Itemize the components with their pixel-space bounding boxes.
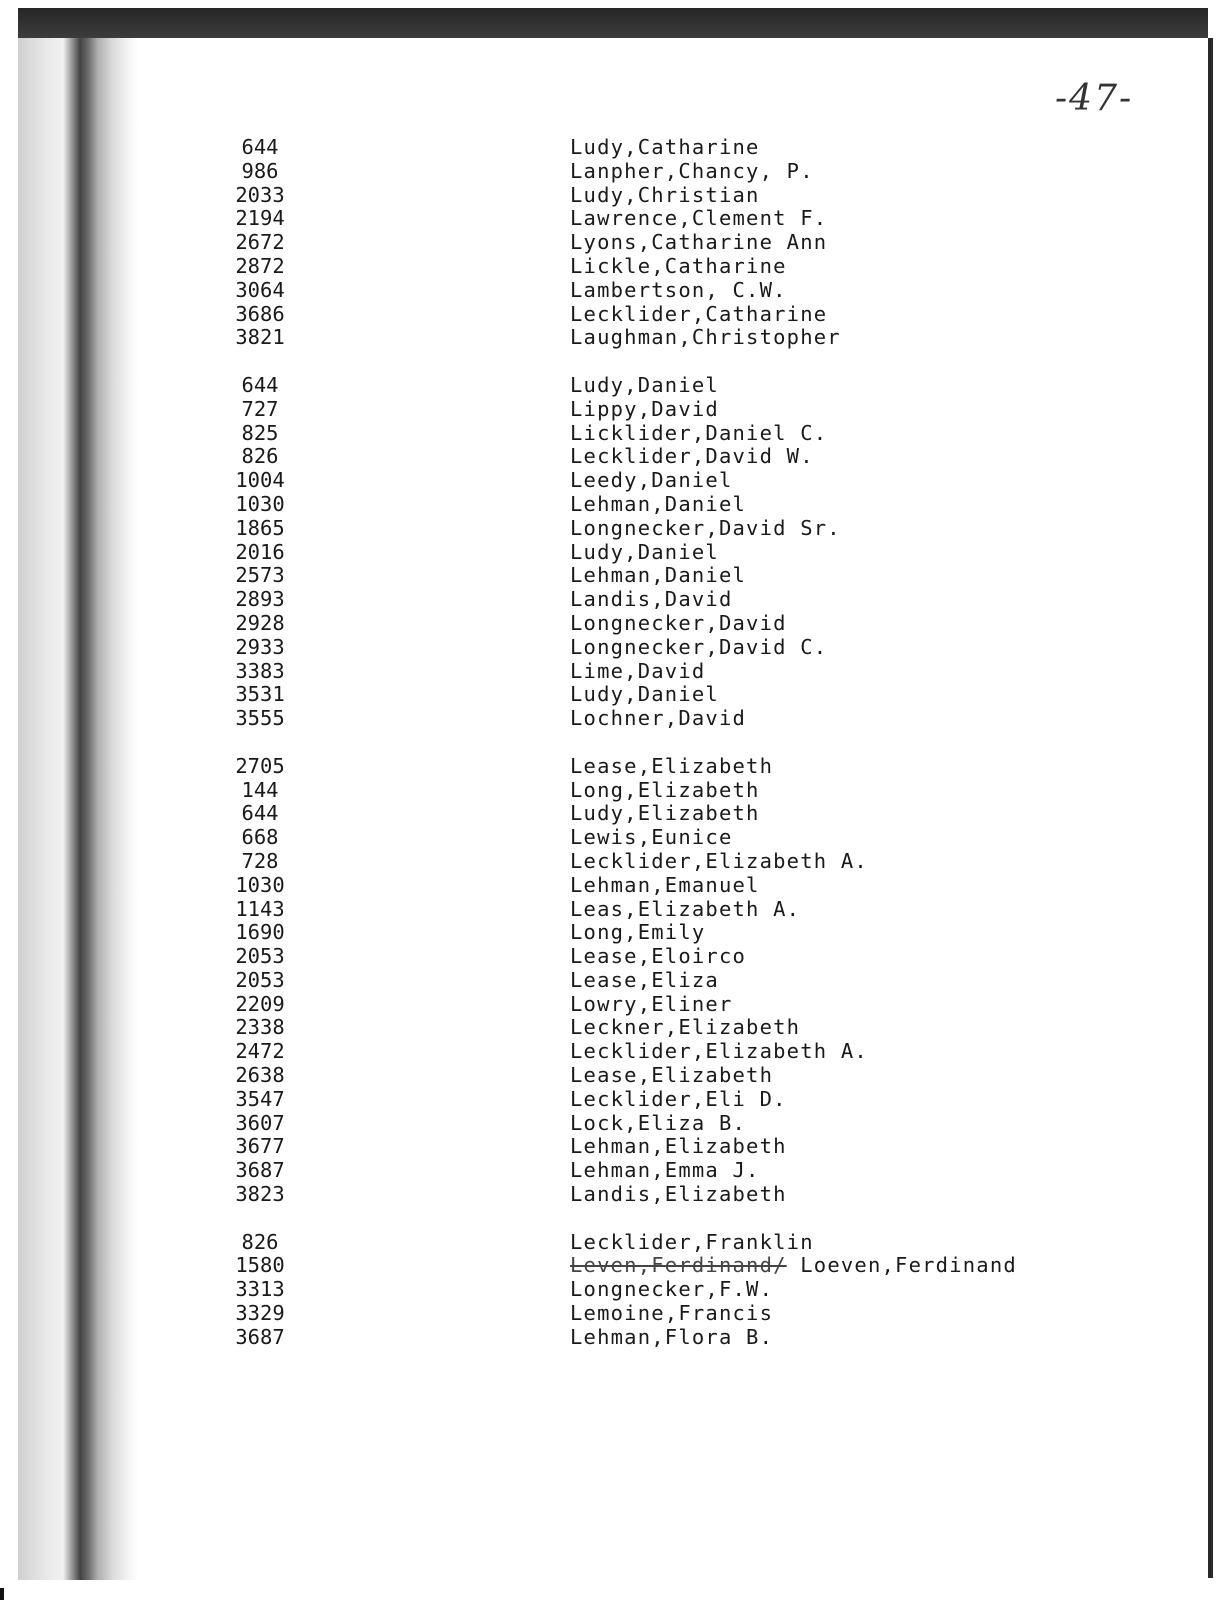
person-name-cell (570, 231, 827, 255)
person-name: Lanpher,Chancy, P. (570, 158, 814, 183)
person-name: Lecklider,David W. (570, 444, 814, 469)
index-row (215, 707, 1095, 731)
index-row (215, 1135, 1095, 1159)
person-name-cell (570, 802, 760, 826)
person-name: Lecklider,Catharine (570, 301, 828, 326)
person-name-cell (570, 255, 787, 279)
person-name-cell (570, 469, 733, 493)
index-row (215, 517, 1095, 541)
person-name: Lock,Eliza B. (570, 1110, 747, 1135)
record-number: 986 (241, 158, 279, 183)
record-number: 3313 (235, 1277, 285, 1302)
index-row (215, 588, 1095, 612)
person-name-cell (570, 945, 746, 969)
index-row (215, 1326, 1095, 1350)
index-row (215, 541, 1095, 565)
scan-bottom-edge (0, 1584, 1223, 1600)
record-number: 2872 (235, 253, 285, 278)
index-row (215, 826, 1095, 850)
name-index-list (215, 136, 1095, 1373)
person-name: Lickle,Catharine (570, 253, 787, 278)
index-row (215, 279, 1095, 303)
record-number: 2053 (235, 967, 285, 992)
record-number: 2893 (235, 587, 285, 612)
index-row (215, 445, 1095, 469)
person-name: Lemoine,Francis (570, 1301, 774, 1326)
person-name: Loeven,Ferdinand (800, 1253, 1017, 1278)
person-name-cell (570, 779, 760, 803)
record-number: 2033 (235, 182, 285, 207)
person-name-cell (570, 160, 814, 184)
person-name: Lippy,David (570, 396, 719, 421)
index-row (215, 969, 1095, 993)
record-number: 1030 (235, 491, 285, 516)
index-row (215, 136, 1095, 160)
person-name: Lehman,Daniel (570, 491, 747, 516)
page-number: -47- (1055, 78, 1134, 119)
index-row (215, 993, 1095, 1017)
index-row (215, 160, 1095, 184)
person-name: Lochner,David (570, 706, 747, 731)
record-number: 3686 (235, 301, 285, 326)
person-name: Longnecker,F.W. (570, 1277, 774, 1302)
index-row (215, 469, 1095, 493)
person-name: Ludy,Catharine (570, 135, 760, 159)
record-number: 3547 (235, 1086, 285, 1111)
index-row (215, 1278, 1095, 1302)
index-section (215, 136, 1095, 350)
person-name-cell (570, 1040, 868, 1064)
record-number: 2638 (235, 1063, 285, 1088)
person-name: Leedy,Daniel (570, 468, 733, 493)
index-section (215, 1231, 1095, 1350)
person-name-cell (570, 1254, 1017, 1278)
index-row (215, 255, 1095, 279)
index-row (215, 850, 1095, 874)
person-name: Lecklider,Eli D. (570, 1086, 787, 1111)
person-name: Lowry,Eliner (570, 991, 733, 1016)
person-name-cell (570, 850, 868, 874)
index-row (215, 493, 1095, 517)
record-number: 2194 (235, 206, 285, 231)
index-row (215, 683, 1095, 707)
record-number: 1690 (235, 920, 285, 945)
book-binding-shadow (18, 38, 138, 1580)
record-number: 728 (241, 848, 279, 873)
record-number: 3329 (235, 1301, 285, 1326)
index-row (215, 231, 1095, 255)
person-name: Lambertson, C.W. (570, 277, 787, 302)
person-name: Lecklider,Franklin (570, 1229, 814, 1254)
person-name-cell (570, 969, 719, 993)
person-name: Lehman,Emma J. (570, 1158, 760, 1183)
person-name: Ludy,Daniel (570, 372, 719, 397)
person-name-cell (570, 1183, 787, 1207)
record-number: 3687 (235, 1324, 285, 1349)
index-row (215, 612, 1095, 636)
index-row (215, 1112, 1095, 1136)
record-number: 3687 (235, 1158, 285, 1183)
scan-corner-mark (0, 1588, 4, 1600)
record-number: 727 (241, 396, 279, 421)
person-name-cell (570, 445, 814, 469)
index-row (215, 326, 1095, 350)
person-name: Laughman,Christopher (570, 325, 841, 350)
person-name-cell (570, 826, 733, 850)
record-number: 826 (241, 444, 279, 469)
record-number: 825 (241, 420, 279, 445)
record-number: 3821 (235, 325, 285, 350)
record-number: 2933 (235, 634, 285, 659)
person-name: Leas,Elizabeth A. (570, 896, 801, 921)
person-name: Lecklider,Elizabeth A. (570, 1039, 868, 1064)
person-name-cell (570, 660, 705, 684)
record-number: 2338 (235, 1015, 285, 1040)
scan-right-edge (1208, 38, 1213, 1578)
record-number: 644 (241, 372, 279, 397)
person-name-cell (570, 683, 719, 707)
record-number: 1030 (235, 872, 285, 897)
record-number: 2053 (235, 944, 285, 969)
person-name: Ludy,Daniel (570, 682, 719, 707)
record-number: 2209 (235, 991, 285, 1016)
index-row (215, 564, 1095, 588)
person-name-cell (570, 1326, 773, 1350)
record-number: 826 (241, 1229, 279, 1254)
person-name-cell (570, 921, 705, 945)
person-name-cell (570, 493, 746, 517)
person-name-cell (570, 184, 760, 208)
record-number: 2573 (235, 563, 285, 588)
person-name: Lehman,Daniel (570, 563, 747, 588)
person-name-cell (570, 1112, 746, 1136)
record-number: 668 (241, 825, 279, 850)
index-row (215, 374, 1095, 398)
index-row (215, 1159, 1095, 1183)
record-number: 1580 (235, 1253, 285, 1278)
record-number: 1865 (235, 515, 285, 540)
person-name-cell (570, 612, 787, 636)
person-name-cell (570, 1064, 773, 1088)
person-name-cell (570, 279, 787, 303)
person-name-cell (570, 1159, 760, 1183)
person-name-cell (570, 1231, 814, 1255)
index-row (215, 1040, 1095, 1064)
index-section (215, 755, 1095, 1207)
index-row (215, 802, 1095, 826)
index-row (215, 755, 1095, 779)
person-name-cell (570, 564, 746, 588)
index-row (215, 660, 1095, 684)
person-name: Longnecker,David C. (570, 634, 828, 659)
index-row (215, 1016, 1095, 1040)
person-name-cell (570, 588, 733, 612)
person-name: Landis,Elizabeth (570, 1182, 787, 1207)
person-name-cell (570, 636, 827, 660)
person-name-cell (570, 755, 773, 779)
index-row (215, 945, 1095, 969)
person-name: Lecklider,Elizabeth A. (570, 848, 868, 873)
index-section (215, 374, 1095, 731)
index-row (215, 1183, 1095, 1207)
index-row (215, 1254, 1095, 1278)
person-name-cell (570, 993, 733, 1017)
person-name-cell (570, 1302, 773, 1326)
person-name: Landis,David (570, 587, 733, 612)
struck-out-name: Leven,Ferdinand/ (570, 1253, 787, 1278)
index-row (215, 1302, 1095, 1326)
index-row (215, 1088, 1095, 1112)
person-name: Licklider,Daniel C. (570, 420, 828, 445)
record-number: 2928 (235, 610, 285, 635)
person-name-cell (570, 1088, 787, 1112)
person-name: Lease,Eliza (570, 967, 719, 992)
record-number: 644 (241, 801, 279, 826)
record-number: 3677 (235, 1134, 285, 1159)
record-number: 1004 (235, 468, 285, 493)
record-number: 3064 (235, 277, 285, 302)
person-name: Long,Elizabeth (570, 777, 760, 802)
record-number: 144 (241, 777, 279, 802)
index-row (215, 1231, 1095, 1255)
person-name-cell (570, 541, 719, 565)
person-name-cell (570, 136, 760, 160)
record-number: 2472 (235, 1039, 285, 1064)
record-number: 3823 (235, 1182, 285, 1207)
record-number: 2016 (235, 539, 285, 564)
person-name: Leckner,Elizabeth (570, 1015, 801, 1040)
index-row (215, 422, 1095, 446)
index-row (215, 921, 1095, 945)
person-name-cell (570, 874, 760, 898)
person-name: Lyons,Catharine Ann (570, 230, 828, 255)
person-name: Ludy,Elizabeth (570, 801, 760, 826)
record-number: 3555 (235, 706, 285, 731)
person-name-cell (570, 303, 827, 327)
person-name: Ludy,Christian (570, 182, 760, 207)
scan-top-edge (18, 8, 1208, 38)
record-number: 1143 (235, 896, 285, 921)
person-name-cell (570, 422, 827, 446)
index-row (215, 303, 1095, 327)
person-name-cell (570, 398, 719, 422)
record-number: 644 (241, 135, 279, 159)
person-name: Lawrence,Clement F. (570, 206, 828, 231)
record-number: 2672 (235, 230, 285, 255)
person-name-cell (570, 1135, 787, 1159)
person-name: Lehman,Emanuel (570, 872, 760, 897)
index-row (215, 1064, 1095, 1088)
person-name-cell (570, 326, 841, 350)
record-number: 2705 (235, 753, 285, 778)
person-name: Lease,Elizabeth (570, 1063, 774, 1088)
person-name: Lehman,Flora B. (570, 1324, 774, 1349)
person-name: Lime,David (570, 658, 706, 683)
person-name: Longnecker,David (570, 610, 787, 635)
person-name: Long,Emily (570, 920, 706, 945)
record-number: 3607 (235, 1110, 285, 1135)
index-row (215, 398, 1095, 422)
person-name-cell (570, 1016, 800, 1040)
record-number: 3531 (235, 682, 285, 707)
record-number: 3383 (235, 658, 285, 683)
person-name: Ludy,Daniel (570, 539, 719, 564)
person-name: Lehman,Elizabeth (570, 1134, 787, 1159)
person-name-cell (570, 207, 827, 231)
index-row (215, 184, 1095, 208)
person-name: Lease,Eloirco (570, 944, 747, 969)
person-name-cell (570, 374, 719, 398)
person-name-cell (570, 898, 800, 922)
person-name: Lease,Elizabeth (570, 753, 774, 778)
person-name-cell (570, 707, 746, 731)
person-name: Lewis,Eunice (570, 825, 733, 850)
index-row (215, 874, 1095, 898)
person-name-cell (570, 1278, 773, 1302)
person-name-cell (570, 517, 841, 541)
index-row (215, 898, 1095, 922)
person-name: Longnecker,David Sr. (570, 515, 841, 540)
index-row (215, 207, 1095, 231)
index-row (215, 779, 1095, 803)
index-row (215, 636, 1095, 660)
